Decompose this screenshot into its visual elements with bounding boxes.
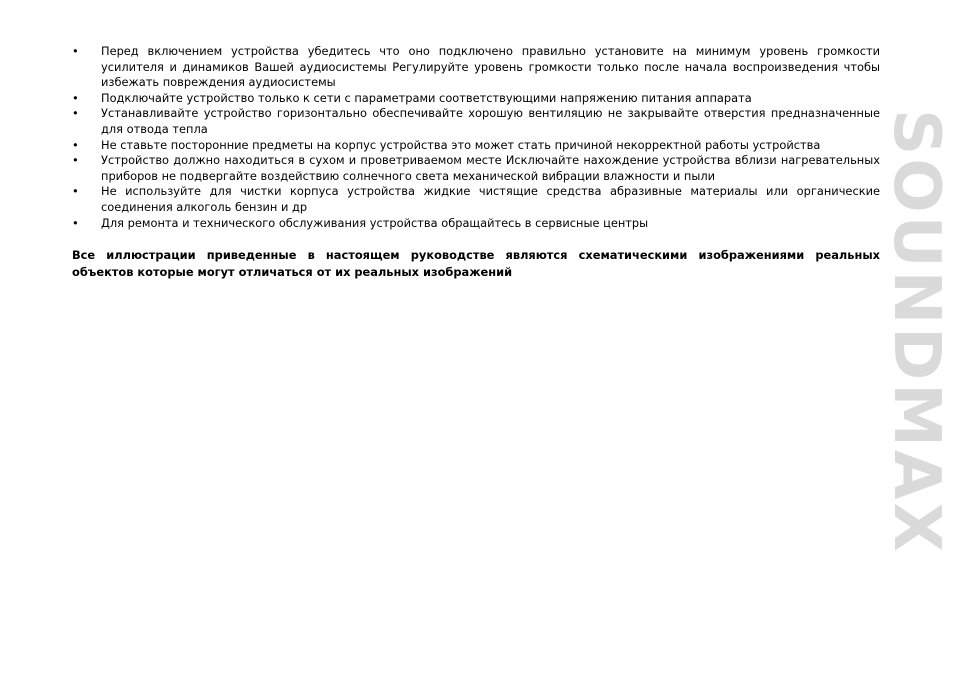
list-item-text: Не используйте для чистки корпуса устройства жидкие чистящие средства абразивные материалы или органические соединения алкоголь бензин и др — [101, 184, 880, 214]
list-item-text: Для ремонта и технического обслуживания устройства обращайтесь в сервисные центры — [101, 215, 649, 230]
list-item-text: Перед включением устройства убедитесь что оно подключено правильно установите на минимум уровень громкости усилителя и динамиков Вашей аудиосистемы Регулируйте уровень громкости только после начала воспроизведения чтобы избежать повреждения аудиосистемы — [101, 44, 880, 90]
list-item — [72, 184, 880, 215]
list-item-text: Устройство должно находиться в сухом и проветриваемом месте Исключайте нахождение устройства вблизи нагревательных приборов не подвергайте воздействию солнечного света механической вибрации влажности и пыли — [101, 153, 880, 183]
list-item — [72, 91, 880, 107]
list-item-text: Устанавливайте устройство горизонтально обеспечивайте хорошую вентиляцию не закрывайте отверстия предназначенные для отвода тепла — [101, 106, 880, 136]
bullet-icon: • — [72, 215, 79, 230]
brand-logo — [879, 42, 953, 622]
bullet-icon: • — [72, 44, 79, 58]
list-item — [72, 138, 880, 154]
page-content — [72, 44, 880, 293]
list-item — [72, 44, 880, 91]
safety-instructions-list — [72, 44, 880, 231]
list-item — [72, 153, 880, 184]
bullet-icon: • — [72, 137, 79, 152]
bullet-icon: • — [72, 184, 79, 199]
list-item-text: Подключайте устройство только к сети с параметрами соответствующими напряжению питания аппарата — [101, 90, 752, 105]
illustrations-note: Все иллюстрации приведенные в настоящем руководстве являются схематическими изображениями реальных объектов которые могут отличаться от их реальных изображений — [72, 248, 880, 280]
list-item — [72, 216, 880, 232]
bullet-icon: • — [72, 106, 79, 121]
list-item — [72, 106, 880, 137]
bullet-icon: • — [72, 153, 79, 168]
brand-logo-text: SOUNDMAX — [879, 109, 953, 555]
list-item-text: Не ставьте посторонние предметы на корпус устройства это может стать причиной некорректной работы устройства — [101, 137, 821, 152]
bullet-icon: • — [72, 90, 79, 105]
